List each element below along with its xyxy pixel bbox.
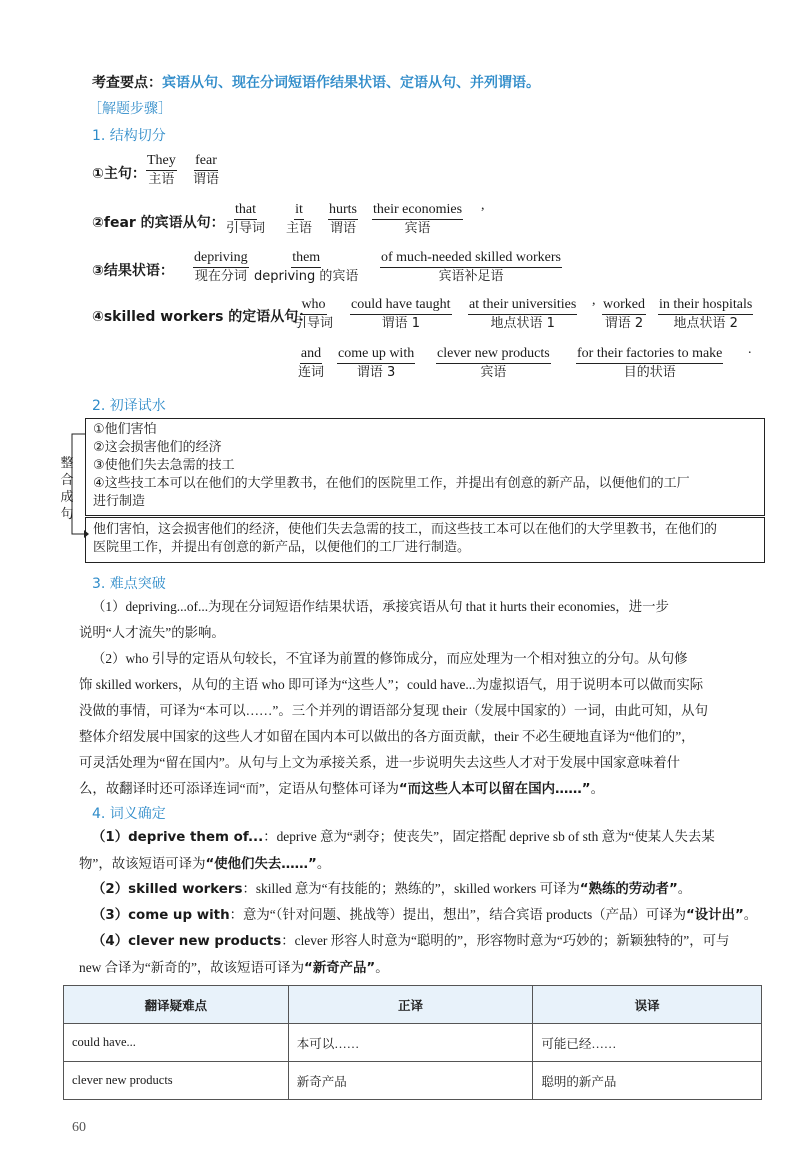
row4-item: in their hospitals 地点状语 2	[659, 297, 753, 331]
draft-line: ④这些技工本可以在他们的大学里教书，在他们的医院里工作，并提出有创意的新产品，以便他们的工厂	[93, 476, 690, 491]
row3-item: of much-needed skilled workers 宾语补足语	[381, 250, 561, 284]
section3-title: 3. 难点突破	[92, 576, 166, 592]
section1-title: 1. 结构切分	[92, 128, 166, 144]
row2-item: that 引导词	[226, 202, 266, 236]
definition-4: （4）clever new products：clever 形容人时意为“聪明的”，形容物时意为“巧妙的；新颖独特的”，可与 new 合译为“新奇的”，故该短语可译为“新奇产品”。	[79, 933, 730, 976]
draft-line: ②这会损害他们的经济	[93, 440, 222, 455]
row4-item: and 连词	[298, 346, 325, 380]
row4-punct: .	[748, 342, 752, 357]
page-number: 60	[72, 1120, 86, 1135]
table-row	[64, 1062, 762, 1100]
row4-item: who 引导词	[294, 297, 334, 331]
draft-line: ①他们害怕	[93, 422, 157, 437]
section4-title: 4. 词义确定	[92, 806, 166, 822]
row2-punct: ,	[481, 198, 485, 213]
row4-item: worked 谓语 2	[603, 297, 645, 331]
table-cell: 聪明的新产品	[533, 1062, 762, 1100]
table-cell: clever new products	[64, 1062, 289, 1100]
side-label: 整合成句	[60, 456, 74, 522]
combined-line: 医院里工作，并提出有创意的新产品，以便他们的工厂进行制造。	[93, 540, 471, 555]
section2-title: 2. 初译试水	[92, 398, 166, 414]
table-header-row	[64, 986, 762, 1024]
row4-item: at their universities 地点状语 1	[469, 297, 577, 331]
row4-item: for their factories to make 目的状语	[577, 346, 723, 380]
row1-label: ①主句：	[92, 166, 146, 182]
row1-item: fear 谓语	[193, 153, 220, 187]
draft-line: 进行制造	[93, 494, 146, 509]
definition-1: （1）deprive them of...：deprive 意为“剥夺；使丧失”，固定搭配 deprive sb of sth 意为“使某人失去某 物”，故该短语可译为“使他们失去……”。	[79, 829, 715, 872]
paragraph-1: （1）depriving...of...为现在分词短语作结果状语，承接宾语从句 that it hurts their economies，进一步 说明“人才流失”的影响。	[79, 599, 669, 640]
table-cell: 可能已经……	[533, 1024, 762, 1062]
row2-item: hurts 谓语	[329, 202, 357, 236]
row3-item: them depriving 的宾语	[254, 250, 359, 284]
key-points	[92, 72, 540, 92]
table-header: 误译	[533, 986, 762, 1024]
draft-box	[85, 418, 765, 516]
table-header: 翻译疑难点	[64, 986, 289, 1024]
definition-2: （2）skilled workers：skilled 意为“有技能的；熟练的”，skilled workers 可译为“熟练的劳动者”。	[92, 881, 692, 897]
combined-box	[85, 517, 765, 563]
row3-label: ③结果状语：	[92, 263, 174, 279]
definition-3: （3）come up with：意为“（针对问题、挑战等）提出，想出”，结合宾语 products（产品）可译为“设计出”。	[92, 907, 758, 923]
row2-item: their economies 宾语	[373, 202, 463, 236]
row2-item: it 主语	[286, 202, 313, 236]
row4-punct: ,	[592, 293, 596, 308]
row4-item: clever new products 宾语	[437, 346, 550, 380]
row1-item: They 主语	[147, 153, 176, 187]
table-cell: 本可以……	[288, 1024, 533, 1062]
row3-item: depriving 现在分词	[194, 250, 248, 284]
row4-item: could have taught 谓语 1	[351, 297, 451, 331]
key-points-text: 宾语从句、现在分词短语作结果状语、定语从句、并列谓语。	[162, 75, 540, 91]
table-row	[64, 1024, 762, 1062]
table-cell: 新奇产品	[288, 1062, 533, 1100]
translation-table	[63, 985, 762, 1100]
draft-line: ③使他们失去急需的技工	[93, 458, 235, 473]
row2-label: ②fear 的宾语从句：	[92, 215, 225, 231]
key-points-label: 考查要点：	[92, 75, 162, 91]
steps-heading: ［解题步骤］	[88, 101, 172, 117]
table-header: 正译	[288, 986, 533, 1024]
row4-item: come up with 谓语 3	[338, 346, 415, 380]
row4-label: ④skilled workers 的定语从句：	[92, 309, 313, 325]
paragraph-2: （2）who 引导的定语从句较长，不宜译为前置的修饰成分，而应处理为一个相对独立的分句。从句修 饰 skilled workers，从句的主语 who 即可译为“这些人”；could have...为虚拟语气，用于说明本可以做而实际 没做的事情，可译为“本可以……”。三个并列的谓语部分复现 their（发展中国家的）一词，由此可知，从句 整体介绍发展中国家的这些人才如留在国内本可以做出的各方面贡献，their 不必生硬地直译为“他们的”， 可灵活处理为“留在国内”。从句与上文为承接关系，进一步说明失去这些人才对于发展中国家意味着什 么，故翻译时还可添译连词“而”，定语从句整体可译为“而这些人本可以留在国内……”。	[79, 651, 708, 797]
combined-line: 他们害怕，这会损害他们的经济，使他们失去急需的技工，而这些技工本可以在他们的大学里教书，在他们的	[93, 522, 718, 537]
table-cell: could have...	[64, 1024, 289, 1062]
